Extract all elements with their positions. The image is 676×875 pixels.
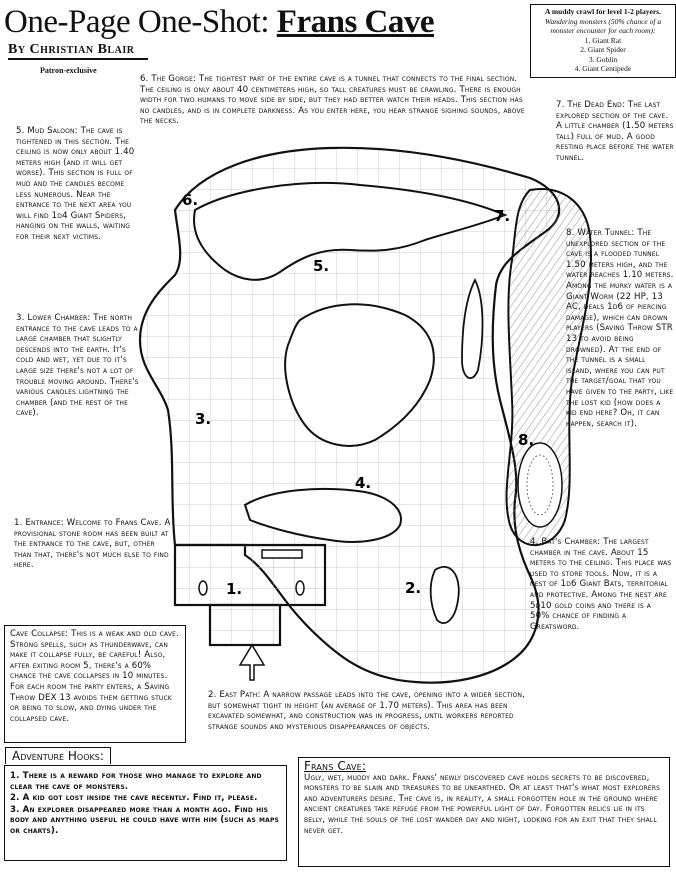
- hooks-title: Adventure Hooks:: [5, 747, 111, 764]
- room-note-lower-chamber: 3. Lower Chamber: The north entrance to the cave leads to a large chamber that slightly descends into the earth. It's cold and wet, yet due to it's large size there's not a lot of trouble moving around. There's various candles lightning the chamber (and the rest of the cave).: [16, 313, 139, 419]
- map-label-1: 1.: [226, 580, 243, 598]
- monster-item: 2. Giant Spider: [580, 45, 626, 54]
- hook-item: 1. There is a reward for those who manage to explore and clear the cave of monsters.: [10, 771, 262, 792]
- patron-note: Patron-exclusive: [40, 66, 97, 75]
- frans-cave-box: [298, 757, 670, 867]
- room-note-dead-end: 7. The Dead End: The last explored section of the cave. A little chamber (1.50 meters tall) full of mud. A good resting place before the water tunnel.: [556, 100, 674, 163]
- frans-text: Ugly, wet, muddy and dark. Frans' newly discovered cave holds secrets to be discovered, monsters to be slain and treasures to be unearthed. Or at least that's what most explorers and adventurers desire. The cave is, in reality, a small forgotten hole in the ground where ancient creatures take refuge from the powerful light of day. Forgotten relics lie in its belly, while the souls of the lost wander day and night, looking for an exit that they shall never get.: [304, 772, 661, 836]
- hook-item: 2. A kid got lost inside the cave recently. Find it, please.: [10, 793, 258, 804]
- map-label-3: 3.: [195, 410, 212, 428]
- cave-pillar: [431, 567, 459, 623]
- author-byline: By Christian Blair: [8, 42, 148, 60]
- adventure-hooks-box: [4, 765, 287, 861]
- map-label-6: 6.: [182, 191, 199, 209]
- title-prefix: One-Page One-Shot:: [4, 4, 270, 40]
- room-note-gorge: 6. The Gorge: The tightest part of the entire cave is a tunnel that connects to the final section. The ceiling is only about 40 centimeters high, so tall creatures must be crawling. There is enough width for two humans to move side by side, but they had better watch their heads. This section has no candles, and is in complete darkness. As you enter here, you hear strange sighing sounds, above the necks.: [140, 74, 525, 127]
- room-note-bats-chamber: 4. Bat's Chamber: The largest chamber in the cave. About 15 meters to the ceiling. This place was used to store tools. Now, it is a nest of 1d6 Giant Bats, territorial and protective. Among the nest are 5d10 gold coins and there is a 50% chance of finding a Greatsword.: [530, 537, 672, 632]
- monster-item: 4. Giant Centipede: [574, 64, 632, 73]
- map-label-2: 2.: [405, 579, 422, 597]
- island: [518, 443, 562, 527]
- monster-item: 3. Goblin: [588, 54, 618, 64]
- map-label-8: 8.: [518, 431, 535, 449]
- hooks-list: [10, 771, 281, 837]
- room-note-east-path: 2. East Path: A narrow passage leads into the cave, opening into a wider section, but somewhat tight in height (an average of 1.70 meters). This area has been excavated somewhat, and construction was in progress, until workers reported strange sounds and mysterious disappearances of objects.: [208, 690, 526, 732]
- frans-title: Frans Cave:: [304, 759, 367, 773]
- map-label-5: 5.: [313, 257, 330, 275]
- title-name: Frans Cave: [276, 4, 435, 40]
- room-note-water-tunnel: 8. Water Tunnel: The unexplored section of the cave is a flooded tunnel 1.50 meters high, and the water reaches 1.10 meters. Among the murky water is a Giant Worm (22 HP, 13 AC, deals 1d6 of piercing damage), which can drown players (Saving Throw STR 13 to avoid being drowned). At the end of the tunnel is a small island, where you can put the target/goal that you have given to the party, like the lost kid (how does a kid end here? Oh, it can happen, search it).: [566, 228, 674, 429]
- map-label-7: 7.: [494, 207, 511, 225]
- hook-item: 3. An explorer disappeared more than a month ago. Find his body and anything useful he could have with him (such as maps or charts).: [10, 804, 279, 836]
- crawl-intro: Wandering monsters (50% chance of a monster encounter for each room):: [544, 16, 662, 35]
- cave-collapse-box: Cave Collapse: This is a weak and old cave. Strong spells, such as thunderwave, can make it collapse fully, be careful! Also, after exiting room 5, there's a 60% chance the cave collapses in 10 minutes. For each room the party enters, a Saving Throw DEX 13 avoids them getting stuck or being to slow, and dying under the collapsed cave.: [4, 625, 186, 743]
- room-note-mud-saloon: 5. Mud Saloon: The cave is tightened in this section. The ceiling is now only about 1.40 meters high (and it will get worse). This section is full of mud and the candles become less numerous. Near the entrance to the next area you will find 1d4 Giant Spiders, hanging on the walls, waiting for their next victims.: [16, 126, 135, 242]
- room-note-entrance: 1. Entrance: Welcome to Frans Cave. A provisional stone room has been built at the entrance to the cave, but, other than that, there's not much else to find here.: [14, 518, 171, 571]
- monster-item: 1. Giant Rat: [584, 35, 622, 45]
- map-label-4: 4.: [355, 474, 372, 492]
- entrance-arrow: [240, 645, 264, 680]
- crawl-heading: A muddy crawl for level 1-2 players.: [545, 7, 661, 16]
